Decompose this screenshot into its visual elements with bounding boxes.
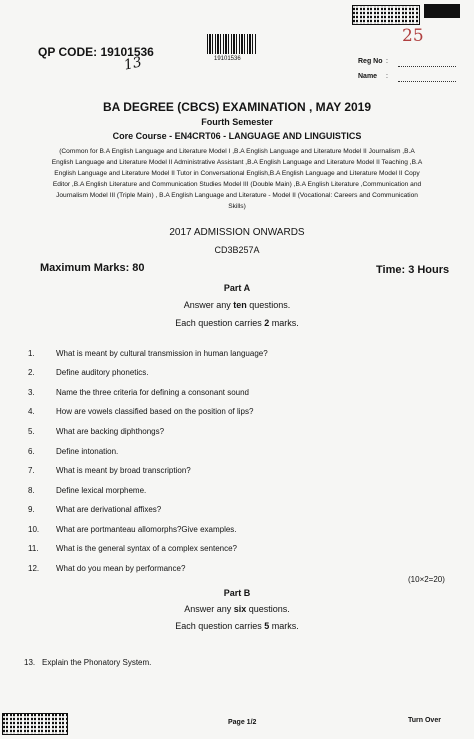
reg-no-field <box>398 60 456 67</box>
barcode <box>207 34 257 54</box>
part-b-instruction: Answer any six questions. <box>184 604 290 614</box>
name-field <box>398 75 456 82</box>
common-line: English Language and Literature Model II Administrative Assistant ,B.A English Language and Literature Model II Teaching ,B.A <box>51 159 423 166</box>
reg-no-label: Reg No <box>358 58 383 65</box>
name-colon: : <box>386 73 388 80</box>
question-item: 8. Define lexical morpheme. <box>28 486 147 495</box>
common-line: English Language and Literature Model II Tutor in Conversational English,B.A English Language and Literature Model II Copy <box>54 170 420 177</box>
page-mark: 25 <box>402 26 424 46</box>
turn-over: Turn Over <box>408 717 441 724</box>
reg-no-colon: : <box>386 58 388 65</box>
part-a-title: Part A <box>223 283 251 293</box>
question-item: 13. Explain the Phonatory System. <box>24 658 152 667</box>
time-allowed: Time: 3 Hours <box>376 264 450 276</box>
page-number: Page 1/2 <box>228 719 257 726</box>
barcode-number: 19101536 <box>214 56 241 62</box>
qr-code-top <box>352 5 420 25</box>
corner-mark <box>424 4 460 18</box>
handwritten-code: 13 <box>122 54 144 74</box>
qp-code: QP CODE: 19101536 <box>38 45 154 59</box>
common-for-text <box>0 146 474 212</box>
question-item: 12. What do you mean by performance? <box>28 564 186 573</box>
part-b-marks: Each question carries 5 marks. <box>175 621 299 631</box>
common-line: Skills) <box>228 203 246 210</box>
admission-text: 2017 ADMISSION ONWARDS <box>169 227 305 238</box>
part-a-marks: Each question carries 2 marks. <box>175 318 299 328</box>
semester: Fourth Semester <box>201 117 273 127</box>
exam-code: CD3B257A <box>214 245 260 255</box>
question-item: 1. What is meant by cultural transmission in human language? <box>28 349 268 358</box>
question-item: 7. What is meant by broad transcription? <box>28 466 191 475</box>
exam-title: BA DEGREE (CBCS) EXAMINATION , MAY 2019 <box>102 100 372 114</box>
course-title: Core Course - EN4CRT06 - LANGUAGE AND LINGUISTICS <box>112 131 362 141</box>
name-label: Name <box>358 73 378 80</box>
common-line: Editor ,B.A English Literature and Communication Studies Model III (Double Main) ,B.A English Literature ,Communication and <box>52 181 422 188</box>
question-item: 9. What are derivational affixes? <box>28 505 162 514</box>
common-line: (Common for B.A English Language and Literature Model I ,B.A English Language and Literature Model II Journalism ,B.A <box>59 148 415 155</box>
max-marks: Maximum Marks: 80 <box>40 262 145 274</box>
question-item: 3. Name the three criteria for defining a consonant sound <box>28 388 250 397</box>
qr-code-bottom <box>2 713 68 735</box>
question-item: 11. What is the general syntax of a complex sentence? <box>28 544 237 553</box>
question-item: 10. What are portmanteau allomorphs?Give examples. <box>28 525 237 534</box>
question-item: 2. Define auditory phonetics. <box>28 368 149 377</box>
question-item: 5. What are backing diphthongs? <box>28 427 165 436</box>
common-line: Journalism Model III (Triple Main) , B.A English Language and Literature - Model II (Vocational: Careers and Communication <box>56 192 418 199</box>
part-a-total: (10×2=20) <box>408 575 445 584</box>
part-b-title: Part B <box>223 588 251 598</box>
question-item: 4. How are vowels classified based on the position of lips? <box>28 407 254 416</box>
question-item: 6. Define intonation. <box>28 447 119 456</box>
part-a-instruction: Answer any ten questions. <box>183 300 291 310</box>
